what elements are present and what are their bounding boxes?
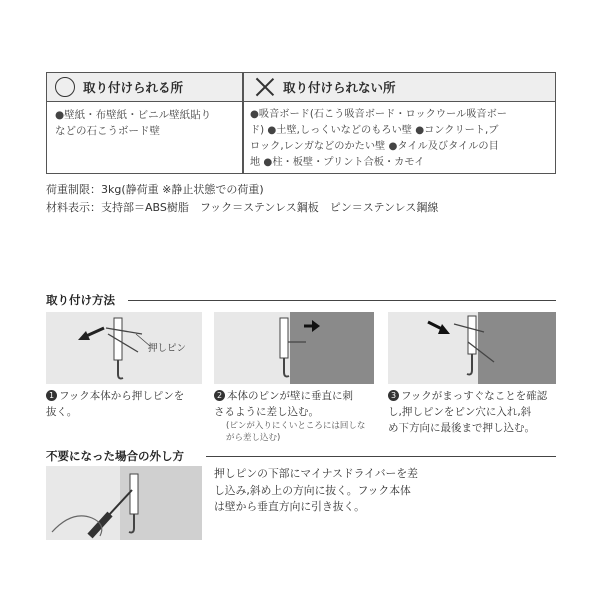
table-divider [242,73,244,173]
ok-header [55,73,183,101]
removal-section-title [46,448,184,464]
install-section-title [46,292,115,308]
step-number: 3 [388,390,399,401]
material-info: 材料表示：支持部＝ABS樹脂 フック＝ステンレス鋼板 ピン＝ステンレス鋼線 [46,201,439,214]
ng-body: ●吸音ボード(石こう吸音ボード・ロックウール吸音ボー ド) ●土壁,しっくいなどのもろい壁 ●コンクリート,ブ ロック,レンガなどのかたい壁 ●タイル及びタイルの目 地 ●柱・板壁・プリント合板・カモイ [250,109,507,168]
install-title: 取り付け方法 [46,293,115,307]
pin-callout: 押しピン [148,343,187,354]
step2-text [214,388,382,420]
ng-header [255,73,396,101]
removal-title: 不要になった場合の外し方 [46,449,184,463]
step3-drawing [388,312,556,384]
circle-icon [55,77,75,97]
step1-desc: フック本体から押しピンを 抜く。 [46,390,185,418]
step3-illustration [388,312,556,384]
load-limit: 荷重制限：3kg(静荷重 ※静止状態での荷重) [46,183,264,196]
removal-drawing [46,466,202,540]
step3-desc: フックがまっすぐなことを確認 し,押しピンをピン穴に入れ,斜 め下方向に最後まで押し込む。 [388,390,548,434]
ng-header-label: 取り付けられない所 [283,80,396,95]
step2-illustration [214,312,374,384]
step1-text [46,388,206,420]
step2-note: (ピンが入りにくいところには回しな がら差し込む) [226,421,366,443]
step2-desc: 本体のピンが壁に垂直に刺 さるように差し込む。 [214,390,353,418]
step2-drawing [214,312,374,384]
step-number: 1 [46,390,57,401]
ok-header-label: 取り付けられる所 [83,80,184,95]
step1-illustration [46,312,202,384]
removal-rule [206,456,556,457]
ok-body: ●壁紙・布壁紙・ビニル壁紙貼り などの石こうボード壁 [55,109,212,137]
step-number: 2 [214,390,225,401]
step3-text [388,388,558,436]
removal-illustration [46,466,202,540]
cross-icon [255,77,275,97]
install-rule [128,300,556,301]
removal-text: 押しピンの下部にマイナスドライバーを差 し込み,斜め上の方向に抜く。フック本体 は壁から垂直方向に引き抜く。 [214,467,418,513]
compatibility-table [46,72,556,174]
